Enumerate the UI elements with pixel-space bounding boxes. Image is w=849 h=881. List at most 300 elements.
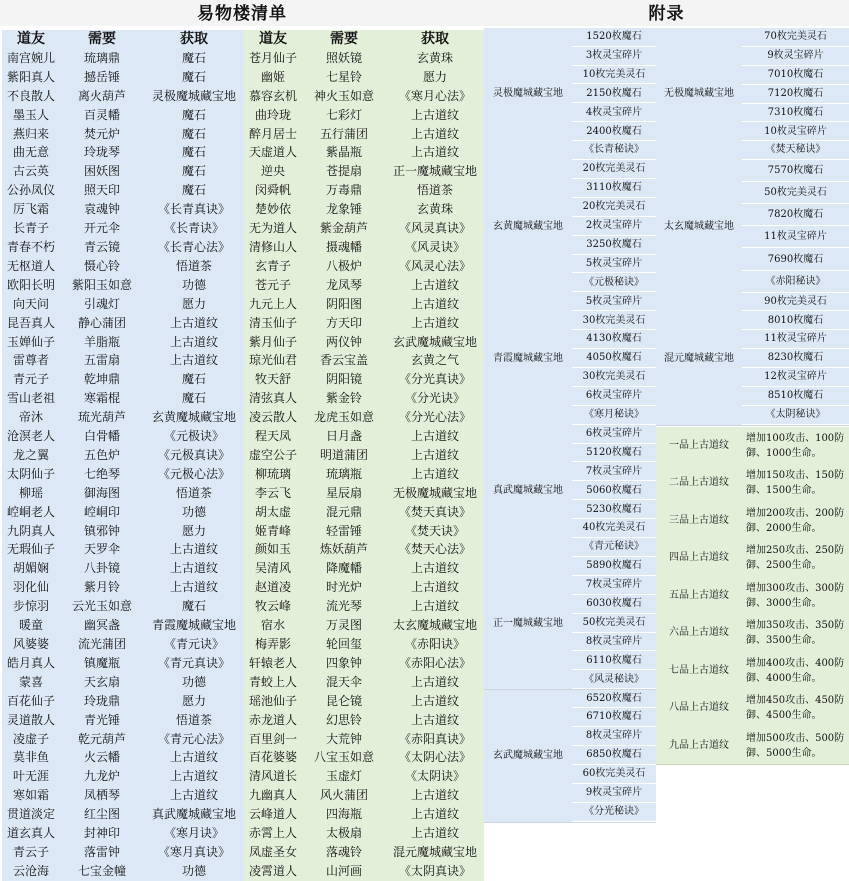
cell-need: 炼妖葫芦 xyxy=(302,540,386,559)
cell-get: 青霞魔城藏宝地 xyxy=(144,616,244,635)
treasure-item: 6710枚魔石 xyxy=(572,708,656,727)
cell-need: 琉璃瓶 xyxy=(302,465,386,484)
cell-daoyou: 燕归来 xyxy=(2,125,60,144)
treasure-item: 7120枚魔石 xyxy=(742,85,849,104)
cell-get: 玄黄珠 xyxy=(386,200,484,219)
cell-daoyou: 崆峒老人 xyxy=(2,503,60,522)
cell-daoyou: 青云子 xyxy=(2,843,60,862)
cell-daoyou: 紫阳真人 xyxy=(2,68,60,87)
cell-get: 《分光心法》 xyxy=(386,408,484,427)
cell-need: 天罗伞 xyxy=(60,540,144,559)
treasure-item: 50枚完美灵石 xyxy=(742,182,849,204)
cell-daoyou: 闵舜帆 xyxy=(244,181,302,200)
cell-daoyou: 道玄真人 xyxy=(2,824,60,843)
cell-daoyou: 风婆婆 xyxy=(2,635,60,654)
cell-need: 紫阳玉如意 xyxy=(60,276,144,295)
cell-need: 百灵幡 xyxy=(60,106,144,125)
treasure-item: 60枚完美灵石 xyxy=(572,765,656,784)
treasure-item: 《赤阳秘诀》 xyxy=(742,271,849,293)
cell-need: 万灵图 xyxy=(302,616,386,635)
table-row xyxy=(2,767,484,786)
table-row xyxy=(2,427,484,446)
cell-get: 《元极诀》 xyxy=(144,427,244,446)
cell-need: 香云宝盖 xyxy=(302,351,386,370)
treasure-item: 20枚完美灵石 xyxy=(572,160,656,179)
cell-daoyou: 九幽真人 xyxy=(244,786,302,805)
cell-need: 照天印 xyxy=(60,181,144,200)
cell-need: 玲珑琴 xyxy=(60,143,144,162)
daowen-grade: 六品上古道纹 xyxy=(669,627,729,639)
daowen-grade: 二品上古道纹 xyxy=(669,477,729,489)
cell-need: 紫金葫芦 xyxy=(302,219,386,238)
cell-daoyou: 皓月真人 xyxy=(2,654,60,673)
cell-get: 上古道纹 xyxy=(386,125,484,144)
cell-daoyou: 太阴仙子 xyxy=(2,465,60,484)
treasure-item: 10枚完美灵石 xyxy=(572,66,656,85)
cell-daoyou: 赤龙道人 xyxy=(244,711,302,730)
cell-daoyou: 宿水 xyxy=(244,616,302,635)
cell-daoyou: 百花仙子 xyxy=(2,692,60,711)
cell-get: 《长青诀》 xyxy=(144,219,244,238)
cell-get: 功德 xyxy=(144,673,244,692)
table-row xyxy=(2,616,484,635)
cell-get: 《焚天真诀》 xyxy=(386,503,484,522)
daowen-effect: 增加250攻击、250防御、2500生命。 xyxy=(746,545,845,572)
cell-get: 功德 xyxy=(144,276,244,295)
table-row xyxy=(2,805,484,824)
cell-daoyou: 柳瑶 xyxy=(2,484,60,503)
cell-get: 悟道茶 xyxy=(144,257,244,276)
cell-daoyou: 轩辕老人 xyxy=(244,654,302,673)
cell-get: 上古道纹 xyxy=(144,540,244,559)
cell-need: 时光炉 xyxy=(302,578,386,597)
cell-get: 《长青真诀》 xyxy=(144,200,244,219)
daowen-grade: 一品上古道纹 xyxy=(669,439,729,451)
cell-get: 《太阴真诀》 xyxy=(386,862,484,881)
cell-need: 苍提扇 xyxy=(302,162,386,181)
table-row xyxy=(2,446,484,465)
cell-need: 镇魔瓶 xyxy=(60,654,144,673)
treasure-site-name: 玄武魔城藏宝地 xyxy=(493,749,563,761)
cell-get: 《赤阳诀》 xyxy=(386,635,484,654)
treasure-item: 《焚天秘诀》 xyxy=(742,141,849,160)
cell-need: 慑心铃 xyxy=(60,257,144,276)
table-row xyxy=(2,257,484,276)
cell-need: 红尘图 xyxy=(60,805,144,824)
table-row xyxy=(2,314,484,333)
cell-daoyou: 柳琉璃 xyxy=(244,465,302,484)
cell-need: 寒霜棍 xyxy=(60,389,144,408)
table-row xyxy=(2,578,484,597)
cell-need: 云光玉如意 xyxy=(60,597,144,616)
treasure-item: 7枚灵宝碎片 xyxy=(572,463,656,482)
cell-get: 上古道纹 xyxy=(386,295,484,314)
cell-daoyou: 曲无意 xyxy=(2,143,60,162)
treasure-item: 5枚灵宝碎片 xyxy=(572,293,656,312)
cell-need: 焚元炉 xyxy=(60,125,144,144)
cell-get: 魔石 xyxy=(144,68,244,87)
cell-get: 《元极心法》 xyxy=(144,465,244,484)
cell-get: 《寒月诀》 xyxy=(144,824,244,843)
cell-daoyou: 玄青子 xyxy=(244,257,302,276)
daowen-grade: 七品上古道纹 xyxy=(669,664,729,676)
cell-daoyou: 曲玲珑 xyxy=(244,106,302,125)
cell-get: 上古道纹 xyxy=(144,333,244,352)
cell-daoyou: 九元上人 xyxy=(244,295,302,314)
cell-need: 袁魂钟 xyxy=(60,200,144,219)
cell-get: 《太阴心法》 xyxy=(386,748,484,767)
cell-get: 悟道茶 xyxy=(144,711,244,730)
cell-get: 愿力 xyxy=(144,295,244,314)
table-row xyxy=(2,49,484,68)
cell-daoyou: 琼光仙君 xyxy=(244,351,302,370)
table-row xyxy=(2,181,484,200)
cell-need: 混元鼎 xyxy=(302,503,386,522)
cell-daoyou: 胡太虚 xyxy=(244,503,302,522)
treasure-item: 7690枚魔石 xyxy=(742,249,849,271)
daowen-effect: 增加100攻击、100防御、1000生命。 xyxy=(746,432,845,459)
cell-need: 紫月铃 xyxy=(60,578,144,597)
cell-get: 上古道纹 xyxy=(386,786,484,805)
cell-daoyou: 雷尊者 xyxy=(2,351,60,370)
cell-daoyou: 公孙凤仪 xyxy=(2,181,60,200)
cell-daoyou: 龙之翼 xyxy=(2,446,60,465)
cell-get: 愿力 xyxy=(144,692,244,711)
cell-get: 《分光真诀》 xyxy=(386,370,484,389)
table-row xyxy=(2,106,484,125)
treasure-item: 5枚灵宝碎片 xyxy=(572,255,656,274)
cell-daoyou: 沧溟老人 xyxy=(2,427,60,446)
cell-need: 崆峒印 xyxy=(60,503,144,522)
treasure-item: 《长青秘诀》 xyxy=(572,141,656,160)
cell-daoyou: 紫月仙子 xyxy=(244,333,302,352)
cell-need: 两仪钟 xyxy=(302,333,386,352)
daowen-grade: 三品上古道纹 xyxy=(669,514,729,526)
cell-need: 青云镜 xyxy=(60,238,144,257)
cell-get: 上古道纹 xyxy=(144,748,244,767)
daowen-effect: 增加200攻击、200防御、2000生命。 xyxy=(746,507,845,534)
cell-get: 魔石 xyxy=(144,125,244,144)
cell-get: 愿力 xyxy=(386,68,484,87)
cell-need: 七星铃 xyxy=(302,68,386,87)
cell-get: 上古道纹 xyxy=(144,314,244,333)
daowen-grade: 八品上古道纹 xyxy=(669,702,729,714)
cell-need: 万毒鼎 xyxy=(302,181,386,200)
table-row xyxy=(2,408,484,427)
cell-need: 八卦镜 xyxy=(60,559,144,578)
cell-get: 悟道茶 xyxy=(144,484,244,503)
treasure-site-name: 正一魔城藏宝地 xyxy=(493,617,563,629)
cell-get: 《青元真诀》 xyxy=(144,654,244,673)
cell-get: 魔石 xyxy=(144,106,244,125)
treasure-item: 7570枚魔石 xyxy=(742,160,849,182)
cell-get: 悟道茶 xyxy=(386,181,484,200)
treasure-item: 6030枚魔石 xyxy=(572,595,656,614)
cell-daoyou: 虚空公子 xyxy=(244,446,302,465)
appendix-panel xyxy=(484,28,849,823)
cell-need: 轮回玺 xyxy=(302,635,386,654)
cell-need: 玉虚灯 xyxy=(302,767,386,786)
table-row xyxy=(2,125,484,144)
cell-daoyou: 玉婵仙子 xyxy=(2,333,60,352)
cell-daoyou: 清玉仙子 xyxy=(244,314,302,333)
cell-get: 上古道纹 xyxy=(386,805,484,824)
treasure-item: 6850枚魔石 xyxy=(572,746,656,765)
cell-get: 上古道纹 xyxy=(386,711,484,730)
cell-get: 《赤阳真诀》 xyxy=(386,730,484,749)
treasure-item: 7310枚魔石 xyxy=(742,104,849,123)
table-row xyxy=(2,333,484,352)
cell-get: 太玄魔城藏宝地 xyxy=(386,616,484,635)
daowen-effect: 增加150攻击、150防御、1500生命。 xyxy=(746,470,845,497)
cell-daoyou: 赤霄上人 xyxy=(244,824,302,843)
cell-daoyou: 凌云散人 xyxy=(244,408,302,427)
cell-need: 摄魂幡 xyxy=(302,238,386,257)
cell-need: 乾元葫芦 xyxy=(60,730,144,749)
cell-need: 大荒钟 xyxy=(302,730,386,749)
cell-get: 上古道纹 xyxy=(386,427,484,446)
cell-daoyou: 李云飞 xyxy=(244,484,302,503)
table-row xyxy=(2,843,484,862)
treasure-item: 7820枚魔石 xyxy=(742,204,849,226)
cell-daoyou: 向天问 xyxy=(2,295,60,314)
cell-daoyou: 瑶池仙子 xyxy=(244,692,302,711)
cell-get: 《焚天诀》 xyxy=(386,522,484,541)
cell-need: 御海图 xyxy=(60,484,144,503)
col-header-need: 需要 xyxy=(302,30,386,49)
cell-daoyou: 颜如玉 xyxy=(244,540,302,559)
treasure-item: 2400枚魔石 xyxy=(572,123,656,142)
treasure-site-name: 太玄魔城藏宝地 xyxy=(664,220,734,232)
cell-get: 上古道纹 xyxy=(386,465,484,484)
cell-daoyou: 青春不朽 xyxy=(2,238,60,257)
treasure-item: 8枚灵宝碎片 xyxy=(572,633,656,652)
cell-daoyou: 牧天舒 xyxy=(244,370,302,389)
cell-daoyou: 吴清风 xyxy=(244,559,302,578)
cell-need: 龙凤琴 xyxy=(302,276,386,295)
cell-need: 山河画 xyxy=(302,862,386,881)
cell-daoyou: 灵道散人 xyxy=(2,711,60,730)
treasure-item: 3枚灵宝碎片 xyxy=(572,47,656,66)
col-header-get: 获取 xyxy=(386,30,484,49)
cell-daoyou: 逆央 xyxy=(244,162,302,181)
treasure-item: 6520枚魔石 xyxy=(572,690,656,709)
table-row xyxy=(2,522,484,541)
cell-get: 上古道纹 xyxy=(386,106,484,125)
cell-need: 落魂铃 xyxy=(302,843,386,862)
cell-get: 《寒月心法》 xyxy=(386,87,484,106)
cell-daoyou: 云沧海 xyxy=(2,862,60,881)
treasure-item: 20枚完美灵石 xyxy=(572,198,656,217)
cell-get: 《风灵真诀》 xyxy=(386,219,484,238)
cell-daoyou: 昆吾真人 xyxy=(2,314,60,333)
cell-need: 八极炉 xyxy=(302,257,386,276)
cell-daoyou: 墨玉人 xyxy=(2,106,60,125)
cell-need: 流光琴 xyxy=(302,597,386,616)
cell-daoyou: 欧阳长明 xyxy=(2,276,60,295)
table-row xyxy=(2,824,484,843)
table-row xyxy=(2,597,484,616)
cell-need: 五色炉 xyxy=(60,446,144,465)
cell-daoyou: 叶无涯 xyxy=(2,767,60,786)
table-row xyxy=(2,276,484,295)
cell-daoyou: 无为道人 xyxy=(244,219,302,238)
treasure-item: 3110枚魔石 xyxy=(572,179,656,198)
cell-need: 轻雷锤 xyxy=(302,522,386,541)
daowen-grade: 九品上古道纹 xyxy=(669,739,729,751)
cell-get: 玄黄之气 xyxy=(386,351,484,370)
cell-daoyou: 云峰道人 xyxy=(244,805,302,824)
table-row xyxy=(2,295,484,314)
cell-get: 愿力 xyxy=(144,522,244,541)
treasure-item: 7枚灵宝碎片 xyxy=(572,576,656,595)
cell-daoyou: 清弦真人 xyxy=(244,389,302,408)
treasure-item: 5120枚魔石 xyxy=(572,444,656,463)
cell-get: 《太阴诀》 xyxy=(386,767,484,786)
cell-get: 魔石 xyxy=(144,181,244,200)
cell-need: 紫金铃 xyxy=(302,389,386,408)
cell-get: 玄黄珠 xyxy=(386,49,484,68)
table-row xyxy=(2,389,484,408)
cell-need: 四象钟 xyxy=(302,654,386,673)
cell-need: 白骨幡 xyxy=(60,427,144,446)
cell-daoyou: 苍月仙子 xyxy=(244,49,302,68)
treasure-item: 30枚完美灵石 xyxy=(572,312,656,331)
table-row xyxy=(2,465,484,484)
cell-need: 四海瓶 xyxy=(302,805,386,824)
table-row xyxy=(2,711,484,730)
cell-need: 琉璃鼎 xyxy=(60,49,144,68)
cell-get: 功德 xyxy=(144,862,244,881)
cell-daoyou: 蒙喜 xyxy=(2,673,60,692)
cell-get: 玄黄魔城藏宝地 xyxy=(144,408,244,427)
cell-daoyou: 梅弄影 xyxy=(244,635,302,654)
treasure-site-name: 灵极魔城藏宝地 xyxy=(493,88,563,100)
treasure-item: 《寒月秘诀》 xyxy=(572,406,656,425)
treasure-item: 40枚完美灵石 xyxy=(572,519,656,538)
cell-get: 无极魔城藏宝地 xyxy=(386,484,484,503)
cell-need: 星辰扇 xyxy=(302,484,386,503)
cell-daoyou: 青蛟上人 xyxy=(244,673,302,692)
table-row xyxy=(2,351,484,370)
cell-get: 上古道纹 xyxy=(386,673,484,692)
treasure-item: 《元极秘诀》 xyxy=(572,274,656,293)
table-row xyxy=(2,503,484,522)
treasure-item: 4050枚魔石 xyxy=(572,349,656,368)
treasure-item: 5890枚魔石 xyxy=(572,557,656,576)
cell-need: 方天印 xyxy=(302,314,386,333)
cell-get: 《长青心法》 xyxy=(144,238,244,257)
cell-get: 《赤阳心法》 xyxy=(386,654,484,673)
trade-table xyxy=(2,30,484,881)
cell-get: 《焚天心法》 xyxy=(386,540,484,559)
treasure-item: 8枚灵宝碎片 xyxy=(572,727,656,746)
cell-daoyou: 莫非鱼 xyxy=(2,748,60,767)
treasure-item: 7010枚魔石 xyxy=(742,66,849,85)
cell-get: 正一魔城藏宝地 xyxy=(386,162,484,181)
treasure-item: 11枚灵宝碎片 xyxy=(742,226,849,248)
cell-need: 凤栖琴 xyxy=(60,786,144,805)
cell-need: 撼岳锤 xyxy=(60,68,144,87)
table-row xyxy=(2,786,484,805)
treasure-item: 4130枚魔石 xyxy=(572,330,656,349)
cell-daoyou: 长青子 xyxy=(2,219,60,238)
cell-daoyou: 九阴真人 xyxy=(2,522,60,541)
daowen-grade: 四品上古道纹 xyxy=(669,552,729,564)
table-row xyxy=(2,219,484,238)
treasure-site-name: 真武魔城藏宝地 xyxy=(493,485,563,497)
cell-need: 羊脂瓶 xyxy=(60,333,144,352)
cell-need: 明道蒲团 xyxy=(302,446,386,465)
treasure-site-name: 青霞魔城藏宝地 xyxy=(493,352,563,364)
cell-get: 魔石 xyxy=(144,162,244,181)
cell-need: 琉光葫芦 xyxy=(60,408,144,427)
cell-get: 玄武魔城藏宝地 xyxy=(386,333,484,352)
treasure-site-name: 无极魔城藏宝地 xyxy=(664,88,734,100)
cell-get: 真武魔城藏宝地 xyxy=(144,805,244,824)
cell-daoyou: 赵道凌 xyxy=(244,578,302,597)
cell-daoyou: 天虚道人 xyxy=(244,143,302,162)
cell-daoyou: 胡媚娴 xyxy=(2,559,60,578)
cell-get: 上古道纹 xyxy=(386,692,484,711)
treasure-item: 5230枚魔石 xyxy=(572,501,656,520)
treasure-item: 50枚完美灵石 xyxy=(572,614,656,633)
table-header-row xyxy=(2,30,484,49)
cell-get: 上古道纹 xyxy=(144,351,244,370)
cell-get: 上古道纹 xyxy=(386,578,484,597)
daowen-effect: 增加400攻击、400防御、4000生命。 xyxy=(746,657,845,684)
cell-daoyou: 姬青峰 xyxy=(244,522,302,541)
table-row xyxy=(2,484,484,503)
treasure-item: 9枚灵宝碎片 xyxy=(742,47,849,66)
cell-daoyou: 幽姬 xyxy=(244,68,302,87)
cell-get: 魔石 xyxy=(144,597,244,616)
treasure-item: 《分光秘诀》 xyxy=(572,803,656,822)
cell-daoyou: 百里剑一 xyxy=(244,730,302,749)
table-row xyxy=(2,559,484,578)
treasure-item: 1520枚魔石 xyxy=(572,28,656,47)
table-row xyxy=(2,87,484,106)
treasure-site-name: 混元魔城藏宝地 xyxy=(664,352,734,364)
table-row xyxy=(2,654,484,673)
treasure-item: 8230枚魔石 xyxy=(742,349,849,368)
cell-daoyou: 南宫婉儿 xyxy=(2,49,60,68)
cell-need: 静心蒲团 xyxy=(60,314,144,333)
cell-get: 魔石 xyxy=(144,389,244,408)
treasure-item: 4枚灵宝碎片 xyxy=(572,104,656,123)
cell-need: 龙象锤 xyxy=(302,200,386,219)
cell-need: 七绝琴 xyxy=(60,465,144,484)
cell-get: 魔石 xyxy=(144,143,244,162)
daowen-effect: 增加500攻击、500防御、5000生命。 xyxy=(746,732,845,759)
treasure-item: 11枚灵宝碎片 xyxy=(742,330,849,349)
table-row xyxy=(2,143,484,162)
treasure-item: 8010枚魔石 xyxy=(742,312,849,331)
cell-daoyou: 楚妙依 xyxy=(244,200,302,219)
treasure-item: 3250枚魔石 xyxy=(572,236,656,255)
table-row xyxy=(2,692,484,711)
cell-need: 落雷钟 xyxy=(60,843,144,862)
cell-need: 九龙炉 xyxy=(60,767,144,786)
treasure-item: 10枚灵宝碎片 xyxy=(742,123,849,142)
table-row xyxy=(2,162,484,181)
cell-need: 七彩灯 xyxy=(302,106,386,125)
col-header-need: 需要 xyxy=(60,30,144,49)
cell-need: 阴阳图 xyxy=(302,295,386,314)
cell-daoyou: 无瑕仙子 xyxy=(2,540,60,559)
table-row xyxy=(2,68,484,87)
cell-daoyou: 雪山老祖 xyxy=(2,389,60,408)
